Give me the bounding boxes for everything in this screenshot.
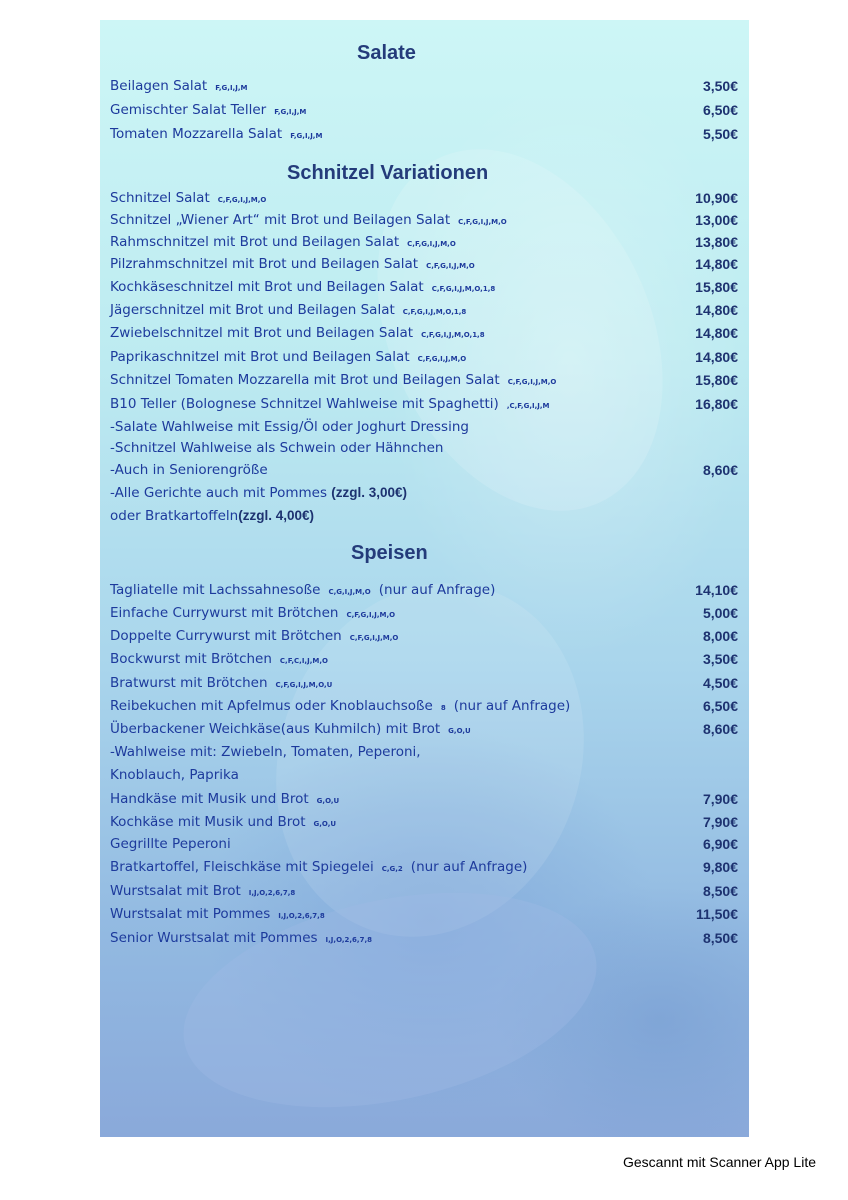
item-price: 8,50€ — [702, 883, 738, 899]
item-price: 4,50€ — [702, 675, 738, 691]
allergen-code: G,O,U — [316, 797, 340, 805]
item-note: (nur auf Anfrage) — [453, 698, 571, 714]
menu-item — [110, 102, 738, 124]
menu-item — [110, 859, 738, 881]
item-price: 13,00€ — [695, 212, 738, 228]
note-text: -Auch in Seniorengröße — [110, 462, 268, 478]
item-price: 8,60€ — [702, 721, 738, 737]
item-price: 9,80€ — [702, 859, 738, 875]
menu-item — [110, 836, 738, 858]
item-price: 15,80€ — [695, 372, 738, 388]
item-note: (nur auf Anfrage) — [410, 859, 528, 875]
note-text: -Wahlweise mit: Zwiebeln, Tomaten, Peperoni, — [110, 744, 421, 760]
scanner-watermark: Gescannt mit Scanner App Lite — [623, 1154, 816, 1170]
item-name: Bratkartoffel, Fleischkäse mit Spiegelei — [110, 859, 374, 875]
menu-item — [110, 605, 738, 627]
menu-item — [110, 78, 738, 100]
allergen-code: G,O,U — [313, 820, 337, 828]
item-name: Reibekuchen mit Apfelmus oder Knoblauchsoße — [110, 698, 433, 714]
allergen-code: C,F,G,I,J,M,O — [349, 634, 399, 642]
allergen-code: C,F,G,I,J,M,O — [458, 218, 507, 226]
menu-item — [110, 883, 738, 905]
menu-item — [110, 256, 738, 278]
item-name: Schnitzel Salat — [110, 190, 210, 206]
note-line — [110, 767, 738, 789]
scanned-menu-page — [100, 20, 749, 1137]
allergen-code: C,F,G,I,J,M,O,1,8 — [421, 331, 485, 339]
menu-item — [110, 906, 738, 928]
allergen-code: I,J,O,2,6,7,8 — [278, 912, 325, 920]
allergen-code: C,F,G,I,J,M,O,1,8 — [402, 308, 467, 316]
item-name: B10 Teller (Bolognese Schnitzel Wahlweise mit Spaghetti) — [110, 396, 499, 412]
menu-item — [110, 349, 738, 371]
item-name: Beilagen Salat — [110, 78, 208, 94]
item-name: Wurstsalat mit Pommes — [110, 906, 271, 922]
allergen-code: C,F,G,I,J,M,O,U — [275, 681, 333, 689]
item-name: Überbackener Weichkäse(aus Kuhmilch) mit Brot — [110, 721, 441, 737]
note-line — [110, 419, 738, 441]
item-price: 7,90€ — [702, 791, 738, 807]
menu-item — [110, 126, 738, 148]
item-name: Handkäse mit Musik und Brot — [110, 791, 309, 807]
item-price: 5,00€ — [702, 605, 738, 621]
allergen-code: C,F,G,I,J,M,O — [346, 611, 396, 619]
item-price: 14,80€ — [695, 302, 738, 318]
note-text: oder Bratkartoffeln — [110, 508, 239, 524]
item-name: Gemischter Salat Teller — [110, 102, 267, 118]
allergen-code: G,O,U — [448, 727, 471, 735]
menu-item — [110, 651, 738, 673]
item-price: 14,80€ — [695, 349, 738, 365]
note-line — [110, 440, 738, 462]
surcharge-bratkartoffeln: (zzgl. 4,00€) — [238, 508, 315, 523]
item-name: Pilzrahmschnitzel mit Brot und Beilagen Salat — [110, 256, 419, 272]
menu-item — [110, 396, 738, 418]
section-title-salate: Salate — [357, 42, 416, 64]
item-name: Kochkäseschnitzel mit Brot und Beilagen Salat — [110, 279, 424, 295]
item-price: 3,50€ — [702, 651, 738, 667]
item-price: 16,80€ — [695, 396, 738, 412]
surcharge-pommes: (zzgl. 3,00€) — [331, 485, 408, 500]
menu-item — [110, 190, 738, 212]
menu-item — [110, 791, 738, 813]
item-name: Doppelte Currywurst mit Brötchen — [110, 628, 342, 644]
item-name: Tagliatelle mit Lachssahnesoße — [110, 582, 321, 598]
item-name: Schnitzel „Wiener Art“ mit Brot und Beilagen Salat — [110, 212, 451, 228]
note-line — [110, 744, 738, 766]
item-price: 5,50€ — [702, 126, 738, 142]
item-name: Bratwurst mit Brötchen — [110, 675, 268, 691]
item-name: Bockwurst mit Brötchen — [110, 651, 272, 667]
item-price: 15,80€ — [695, 279, 738, 295]
menu-item — [110, 930, 738, 952]
menu-item — [110, 698, 738, 720]
item-name: Senior Wurstsalat mit Pommes — [110, 930, 318, 946]
item-price: 13,80€ — [695, 234, 738, 250]
item-price: 11,50€ — [695, 906, 738, 922]
allergen-code: I,J,O,2,6,7,8 — [248, 889, 296, 897]
item-price: 7,90€ — [702, 814, 738, 830]
menu-item — [110, 814, 738, 836]
allergen-code: ,C,F,G,I,J,M — [506, 402, 550, 410]
allergen-code: C,F,G,I,J,M,O — [217, 196, 267, 204]
allergen-code: C,F,G,I,J,M,O,1,8 — [431, 285, 496, 293]
item-price: 14,10€ — [695, 582, 738, 598]
allergen-code: 8 — [440, 704, 446, 712]
allergen-code: F,G,I,J,M — [215, 84, 248, 92]
note-text: -Salate Wahlweise mit Essig/Öl oder Joghurt Dressing — [110, 419, 469, 435]
item-price: 8,50€ — [702, 930, 738, 946]
item-name: Kochkäse mit Musik und Brot — [110, 814, 306, 830]
menu-item — [110, 372, 738, 394]
menu-item — [110, 234, 738, 256]
menu-item — [110, 675, 738, 697]
item-name: Wurstsalat mit Brot — [110, 883, 241, 899]
item-name: Schnitzel Tomaten Mozzarella mit Brot und Beilagen Salat — [110, 372, 500, 388]
allergen-code: I,J,O,2,6,7,8 — [325, 936, 372, 944]
allergen-code: C,G,I,J,M,O — [328, 588, 371, 596]
item-price: 8,00€ — [702, 628, 738, 644]
item-price: 14,80€ — [695, 325, 738, 341]
item-price: 6,50€ — [702, 698, 738, 714]
menu-item — [110, 279, 738, 301]
allergen-code: C,F,G,I,J,M,O — [426, 262, 475, 270]
senior-price: 8,60€ — [702, 462, 738, 478]
item-price: 6,50€ — [702, 102, 738, 118]
allergen-code: C,F,G,I,J,M,O — [507, 378, 557, 386]
item-name: Rahmschnitzel mit Brot und Beilagen Salat — [110, 234, 400, 250]
section-title-speisen: Speisen — [351, 542, 428, 564]
allergen-code: F,G,I,J,M — [290, 132, 323, 140]
menu-item — [110, 302, 738, 324]
note-line — [110, 462, 738, 484]
note-text: Knoblauch, Paprika — [110, 767, 239, 783]
menu-item — [110, 582, 738, 604]
allergen-code: C,F,G,I,J,M,O — [417, 355, 467, 363]
item-price: 10,90€ — [695, 190, 738, 206]
menu-item — [110, 721, 738, 743]
note-line — [110, 508, 738, 530]
section-title-schnitzel: Schnitzel Variationen — [287, 162, 489, 184]
allergen-code: C,G,2 — [381, 865, 403, 873]
allergen-code: F,G,I,J,M — [274, 108, 307, 116]
menu-item — [110, 212, 738, 234]
item-name: Jägerschnitzel mit Brot und Beilagen Salat — [110, 302, 395, 318]
item-price: 3,50€ — [702, 78, 738, 94]
item-name: Tomaten Mozzarella Salat — [110, 126, 283, 142]
note-text: -Alle Gerichte auch mit Pommes — [110, 485, 332, 501]
menu-item — [110, 628, 738, 650]
item-price: 14,80€ — [695, 256, 738, 272]
note-text: -Schnitzel Wahlweise als Schwein oder Hähnchen — [110, 440, 444, 456]
item-name: Einfache Currywurst mit Brötchen — [110, 605, 339, 621]
item-name: Paprikaschnitzel mit Brot und Beilagen Salat — [110, 349, 410, 365]
item-price: 6,90€ — [702, 836, 738, 852]
menu-item — [110, 325, 738, 347]
item-name: Gegrillte Peperoni — [110, 836, 231, 852]
allergen-code: C,F,C,I,J,M,O — [279, 657, 328, 665]
item-note: (nur auf Anfrage) — [378, 582, 496, 598]
allergen-code: C,F,G,I,J,M,O — [407, 240, 456, 248]
item-name: Zwiebelschnitzel mit Brot und Beilagen Salat — [110, 325, 414, 341]
note-line — [110, 485, 738, 507]
